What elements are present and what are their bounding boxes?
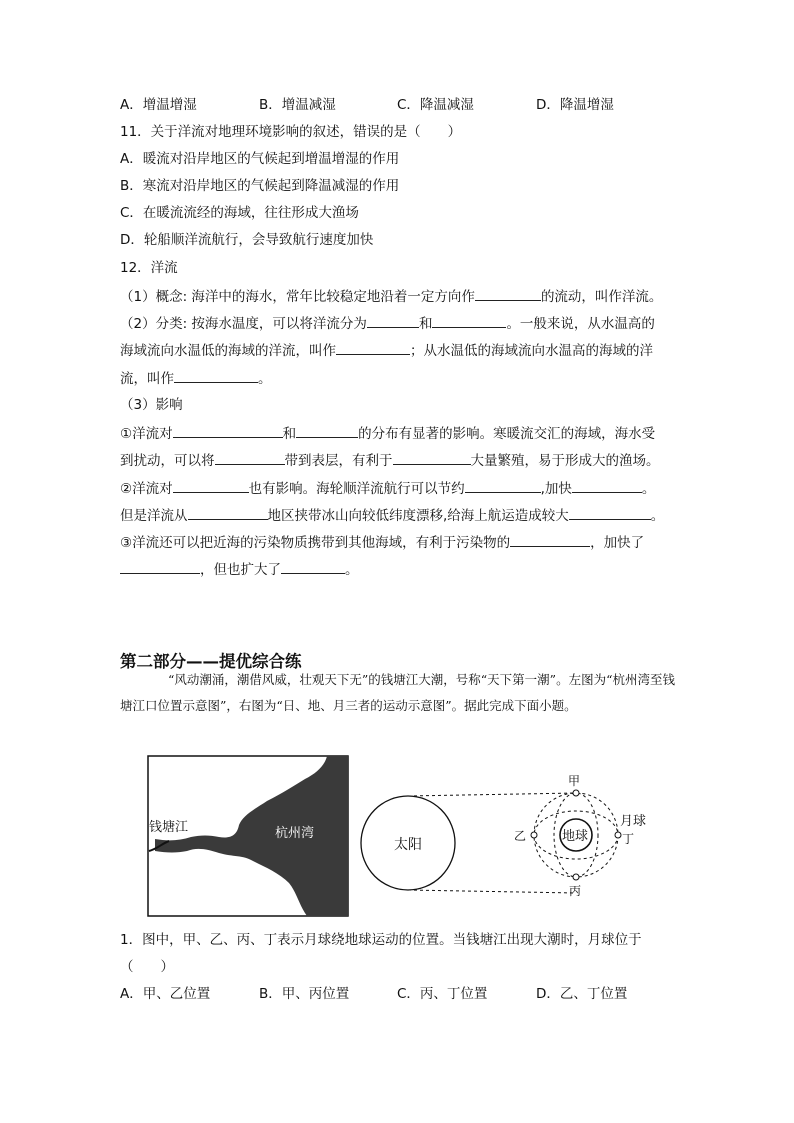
- q10-option-a[interactable]: A．增温增湿: [120, 97, 197, 113]
- q12-classify-line2: 海域流向水温低的海域的洋流，叫作 ；从水温低的海域流向水温高的海域的洋: [120, 340, 653, 361]
- answer-blank[interactable]: [367, 313, 419, 328]
- q11-option-a[interactable]: A．暖流对沿岸地区的气候起到增温增湿的作用: [120, 151, 400, 167]
- answer-blank[interactable]: [432, 313, 506, 328]
- sun-label: 太阳: [394, 837, 422, 853]
- sun-earth-moon-diagram: [361, 774, 646, 898]
- q10-option-d[interactable]: D．降温增湿: [536, 97, 614, 113]
- answer-blank[interactable]: [336, 340, 410, 355]
- q12-concept: （1）概念: 海洋中的海水，常年比较稳定地沿着一定方向作 的流动，叫作洋流。: [120, 286, 662, 307]
- answer-blank[interactable]: [296, 423, 358, 438]
- moon-pos-left: [531, 832, 537, 838]
- answer-blank[interactable]: [188, 505, 268, 520]
- q11-option-c[interactable]: C．在暖流流经的海域，往往形成大渔场: [120, 205, 359, 221]
- answer-blank[interactable]: [173, 423, 283, 438]
- label-ding: 丁: [622, 832, 635, 846]
- tangent-line-top: [408, 793, 576, 796]
- answer-blank[interactable]: [120, 559, 200, 574]
- q12-impact3-line2: ，但也扩大了 。: [120, 559, 359, 580]
- answer-blank[interactable]: [465, 478, 541, 493]
- q1-option-d[interactable]: D．乙、丁位置: [536, 986, 628, 1002]
- q1-option-b[interactable]: B．甲、丙位置: [259, 986, 350, 1002]
- answer-blank[interactable]: [510, 532, 590, 547]
- q1-stem: 1．图中，甲、乙、丙、丁表示月球绕地球运动的位置。当钱塘江出现大潮时，月球位于: [120, 932, 642, 948]
- answer-blank[interactable]: [475, 286, 541, 301]
- river-label: 钱塘江: [149, 820, 189, 835]
- answer-blank[interactable]: [393, 450, 471, 465]
- answer-blank[interactable]: [572, 478, 642, 493]
- q1-option-c[interactable]: C．丙、丁位置: [397, 986, 488, 1002]
- answer-blank[interactable]: [569, 505, 651, 520]
- part2-heading: 第二部分——提优综合练: [120, 652, 302, 671]
- q12-impact2-line1: ②洋流对 也有影响。海轮顺洋流航行可以节约 ,加快 。: [120, 478, 655, 499]
- answer-blank[interactable]: [281, 559, 345, 574]
- part2-intro: “风动潮涌，潮借风威，壮观天下无”的钱塘江大潮，号称“天下第一潮”。左图为“杭州湾至钱塘江口位置示意图”，右图为“日、地、月三者的运动示意图”。据此完成下面小题。: [120, 672, 675, 713]
- q12-impact3-line1: ③洋流还可以把近海的污染物质携带到其他海域，有利于污染物的 ，加快了: [120, 532, 644, 553]
- q11-option-d[interactable]: D．轮船顺洋流航行，会导致航行速度加快: [120, 232, 374, 248]
- q12-impact2-line2: 但是洋流从 地区挟带冰山向较低纬度漂移,给海上航运造成较大 。: [120, 505, 664, 526]
- tangent-line-bottom: [408, 890, 576, 893]
- earth-label: 地球: [562, 829, 589, 844]
- q1-option-a[interactable]: A．甲、乙位置: [120, 986, 211, 1002]
- q12-impact1-line1: ①洋流对 和 的分布有显著的影响。寒暖流交汇的海域，海水受: [120, 423, 655, 444]
- figure: [147, 755, 667, 917]
- label-jia: 甲: [568, 774, 581, 788]
- moon-pos-right: [615, 832, 621, 838]
- answer-blank[interactable]: [173, 478, 249, 493]
- answer-blank[interactable]: [215, 450, 285, 465]
- q1-paren: （ ）: [120, 959, 174, 975]
- q10-option-c[interactable]: C．降温减湿: [397, 97, 474, 113]
- q12-classify-line3: 流，叫作 。: [120, 368, 272, 389]
- moon-pos-bottom: [573, 874, 579, 880]
- q12-impact-title: （3）影响: [120, 397, 183, 413]
- q12-classify-line1: （2）分类: 按海水温度，可以将洋流分为 和 。一般来说，从水温高的: [120, 313, 655, 334]
- moon-pos-top: [573, 790, 579, 796]
- q11-stem: 11．关于洋流对地理环境影响的叙述，错误的是（ ）: [120, 124, 462, 140]
- bay-label: 杭州湾: [275, 826, 315, 841]
- q12-title: 12．洋流: [120, 260, 178, 276]
- label-yi: 乙: [514, 829, 527, 843]
- q11-option-b[interactable]: B．寒流对沿岸地区的气候起到降温减湿的作用: [120, 178, 400, 194]
- q12-impact1-line2: 到扰动，可以将 带到表层，有利于 大量繁殖，易于形成大的渔场。: [120, 450, 660, 471]
- q10-option-b[interactable]: B．增温减湿: [259, 97, 336, 113]
- hangzhou-bay-map: [148, 756, 348, 916]
- label-bing: 丙: [569, 884, 582, 898]
- answer-blank[interactable]: [174, 368, 258, 383]
- moon-label: 月球: [620, 814, 647, 829]
